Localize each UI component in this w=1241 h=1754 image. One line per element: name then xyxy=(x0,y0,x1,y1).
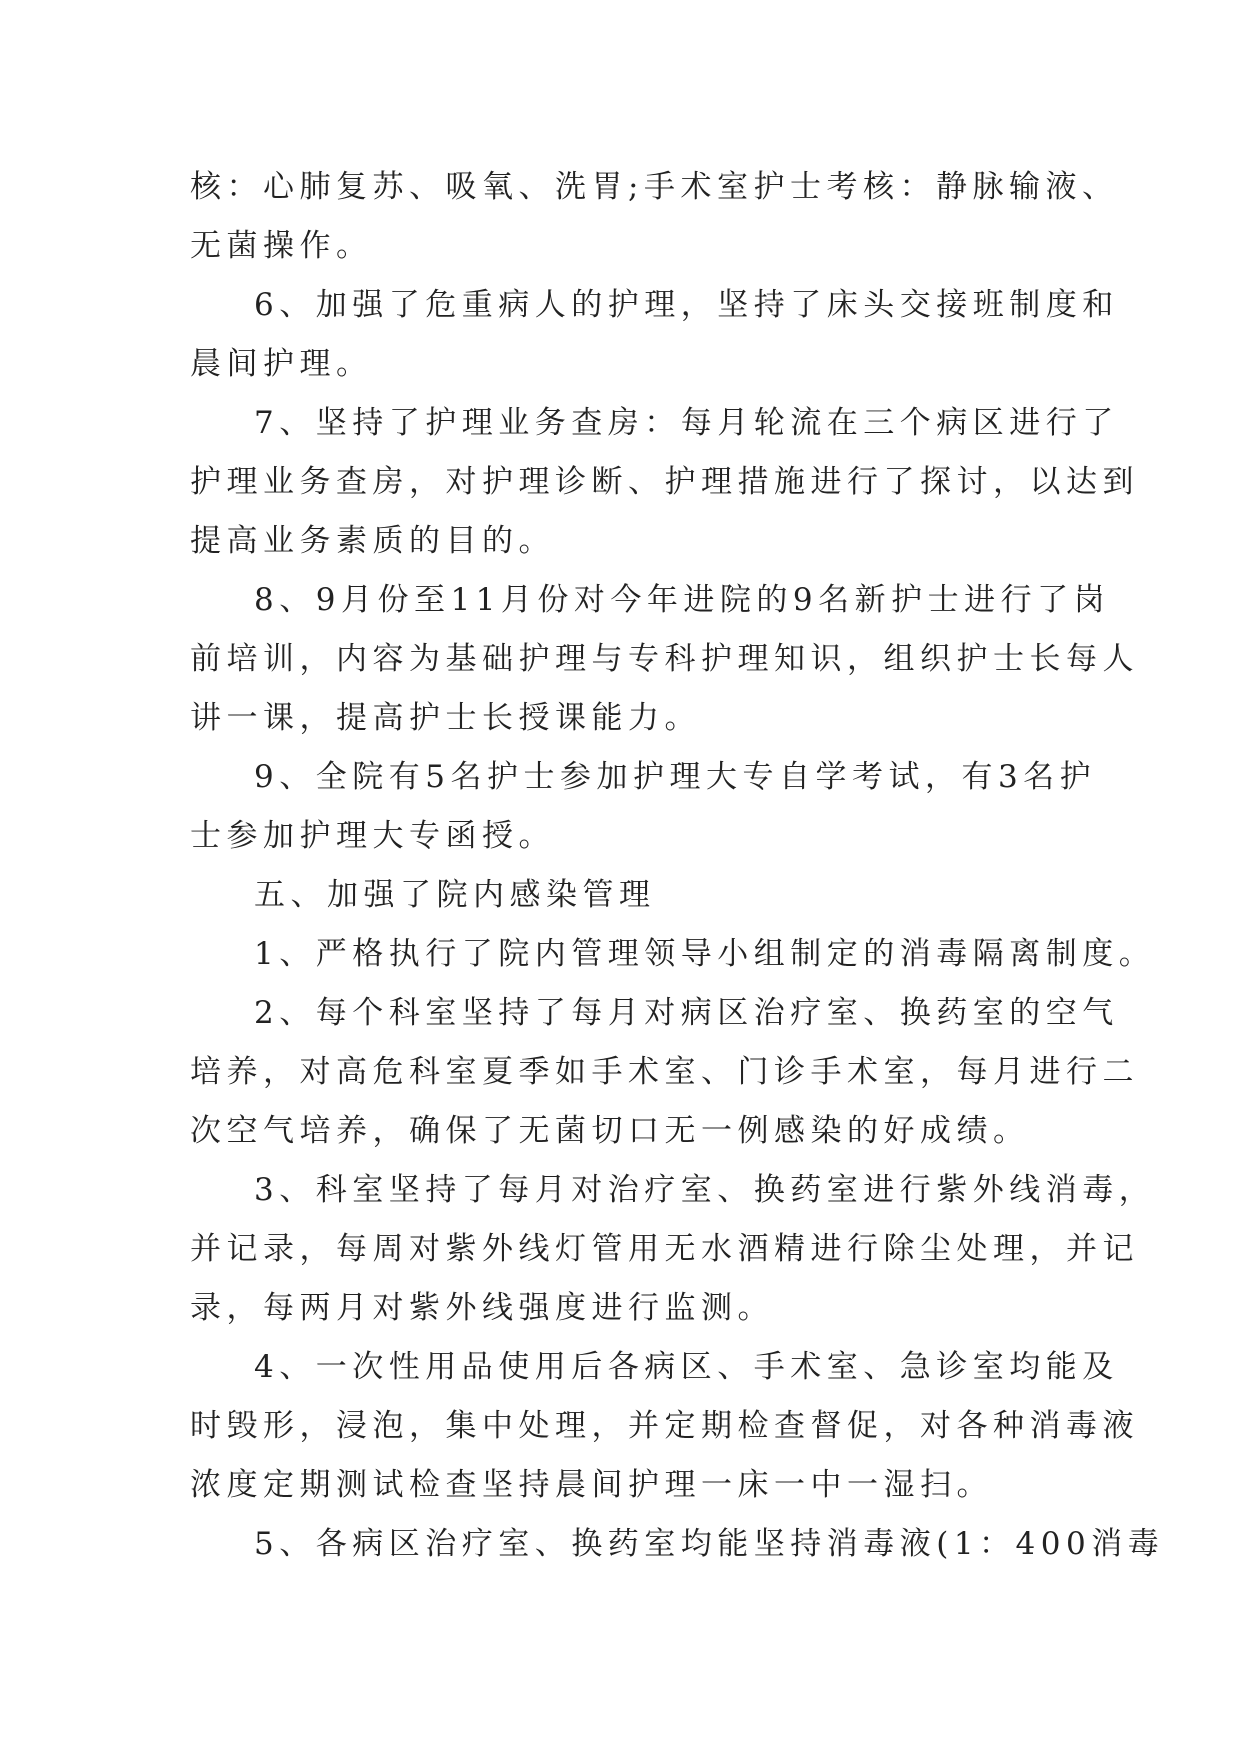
document-body xyxy=(190,158,1165,1574)
text-line: 无菌操作。 xyxy=(190,228,373,264)
paragraph-start-6: 6、加强了危重病人的护理，坚持了床头交接班制度和 xyxy=(254,287,1119,323)
paragraph-start-8: 8、9月份至11月份对今年进院的9名新护士进行了岗 xyxy=(254,582,1111,618)
text-line: 讲一课，提高护士长授课能力。 xyxy=(190,700,701,736)
paragraph-start-3: 3、科室坚持了每月对治疗室、换药室进行紫外线消毒， xyxy=(254,1172,1156,1208)
text-line: 录，每两月对紫外线强度进行监测。 xyxy=(190,1290,774,1326)
text-line: 次空气培养，确保了无菌切口无一例感染的好成绩。 xyxy=(190,1113,1030,1149)
section-heading: 五、加强了院内感染管理 xyxy=(254,877,656,913)
text-line: 核：心肺复苏、吸氧、洗胃;手术室护士考核：静脉输液、 xyxy=(190,169,1119,205)
paragraph-start-1: 1、严格执行了院内管理领导小组制定的消毒隔离制度。 xyxy=(254,936,1156,972)
paragraph-start-7: 7、坚持了护理业务查房：每月轮流在三个病区进行了 xyxy=(254,405,1119,441)
paragraph-start-2: 2、每个科室坚持了每月对病区治疗室、换药室的空气 xyxy=(254,995,1119,1031)
text-line: 士参加护理大专函授。 xyxy=(190,818,555,854)
text-line: 晨间护理。 xyxy=(190,346,373,382)
text-line: 提高业务素质的目的。 xyxy=(190,523,555,559)
paragraph-start-9: 9、全院有5名护士参加护理大专自学考试，有3名护 xyxy=(254,759,1097,795)
text-line: 前培训，内容为基础护理与专科护理知识，组织护士长每人 xyxy=(190,641,1139,677)
text-line: 时毁形，浸泡，集中处理，并定期检查督促，对各种消毒液 xyxy=(190,1408,1139,1444)
paragraph-start-5: 5、各病区治疗室、换药室均能坚持消毒液(1：400消毒 xyxy=(254,1526,1165,1562)
text-line: 护理业务查房，对护理诊断、护理措施进行了探讨，以达到 xyxy=(190,464,1139,500)
text-line: 并记录，每周对紫外线灯管用无水酒精进行除尘处理，并记 xyxy=(190,1231,1139,1267)
text-line: 浓度定期测试检查坚持晨间护理一床一中一湿扫。 xyxy=(190,1467,993,1503)
paragraph-start-4: 4、一次性用品使用后各病区、手术室、急诊室均能及 xyxy=(254,1349,1119,1385)
text-line: 培养，对高危科室夏季如手术室、门诊手术室，每月进行二 xyxy=(190,1054,1139,1090)
